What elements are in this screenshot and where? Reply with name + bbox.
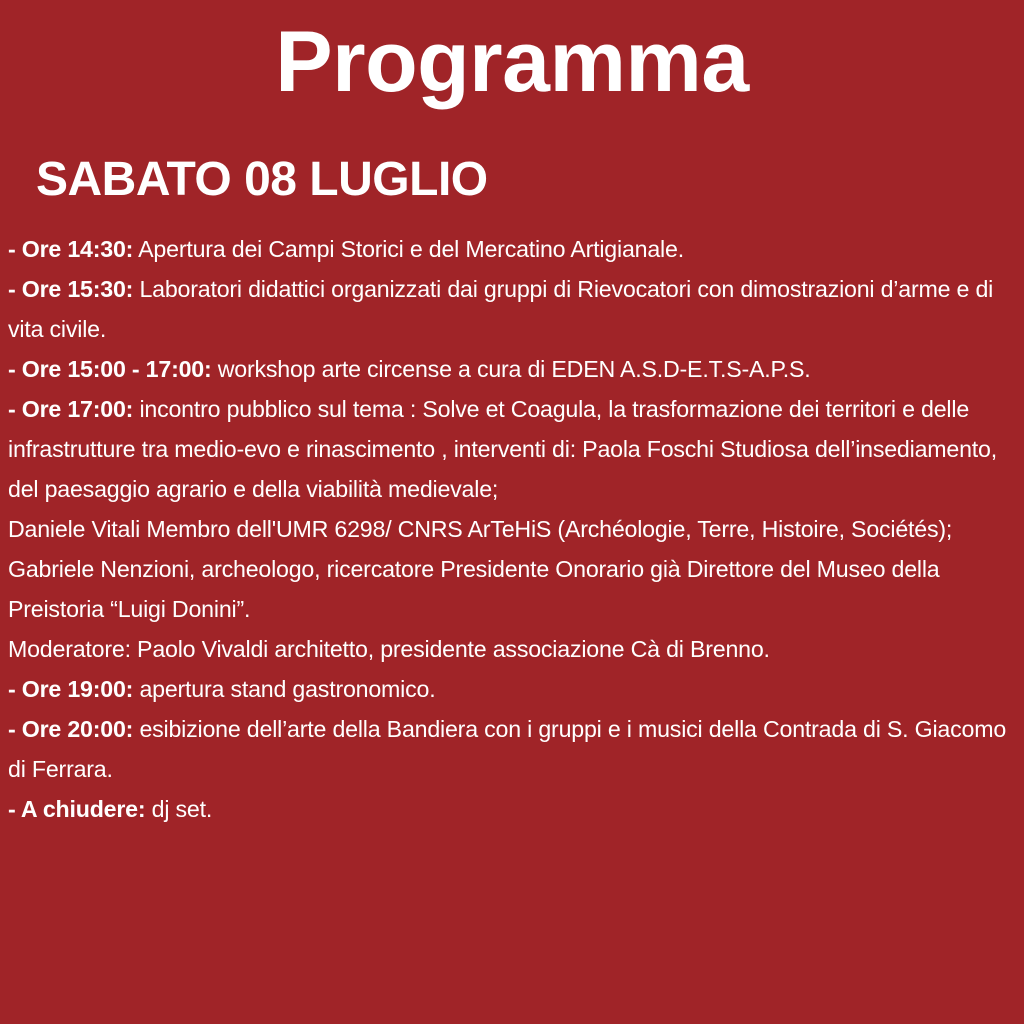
program-item — [8, 709, 1016, 789]
program-item-text: Apertura dei Campi Storici e del Mercatino Artigianale. — [133, 236, 684, 262]
program-item-time: - Ore 20:00: — [8, 716, 134, 742]
program-item-text: dj set. — [145, 796, 213, 822]
program-speaker — [8, 509, 1016, 549]
program-item — [8, 269, 1016, 349]
program-item-text: workshop arte circense a cura di EDEN A.S.D-E.T.S-A.P.S. — [211, 356, 811, 382]
program-list — [8, 229, 1016, 829]
program-item-time: - Ore 15:30: — [8, 276, 134, 302]
program-item — [8, 789, 1016, 829]
program-moderator — [8, 629, 1016, 669]
program-item-time: - Ore 17:00: — [8, 396, 134, 422]
program-item-text: esibizione dell’arte della Bandiera con i gruppi e i musici della Contrada di S. Giacomo di Ferrara. — [8, 716, 1007, 782]
program-item-text: Daniele Vitali Membro dell'UMR 6298/ CNRS ArTeHiS (Archéologie, Terre, Histoire, Sociétés); — [8, 516, 953, 542]
page-title: Programma — [275, 14, 749, 110]
event-date: SABATO 08 LUGLIO — [36, 153, 488, 206]
program-item — [8, 389, 1016, 509]
program-item-time: - Ore 15:00 - 17:00: — [8, 356, 212, 382]
program-item-text: Gabriele Nenzioni, archeologo, ricercatore Presidente Onorario già Direttore del Museo della Preistoria “Luigi Donini”. — [8, 556, 940, 622]
program-item-time: - A chiudere: — [8, 796, 146, 822]
program-item — [8, 229, 1016, 269]
program-item-text: Moderatore: Paolo Vivaldi architetto, presidente associazione Cà di Brenno. — [8, 636, 770, 662]
program-item-time: - Ore 14:30: — [8, 236, 134, 262]
program-item — [8, 349, 1016, 389]
program-item-text: Laboratori didattici organizzati dai gruppi di Rievocatori con dimostrazioni d’arme e di vita civile. — [8, 276, 994, 342]
program-speaker — [8, 549, 1016, 629]
program-item — [8, 669, 1016, 709]
program-item-text: apertura stand gastronomico. — [133, 676, 436, 702]
program-item-text: incontro pubblico sul tema : Solve et Coagula, la trasformazione dei territori e delle infrastrutture tra medio-evo e rinascimento , interventi di: Paola Foschi Studiosa dell’insediamento, del paesaggio agrario e della viabilità medievale; — [8, 396, 997, 502]
program-item-time: - Ore 19:00: — [8, 676, 134, 702]
